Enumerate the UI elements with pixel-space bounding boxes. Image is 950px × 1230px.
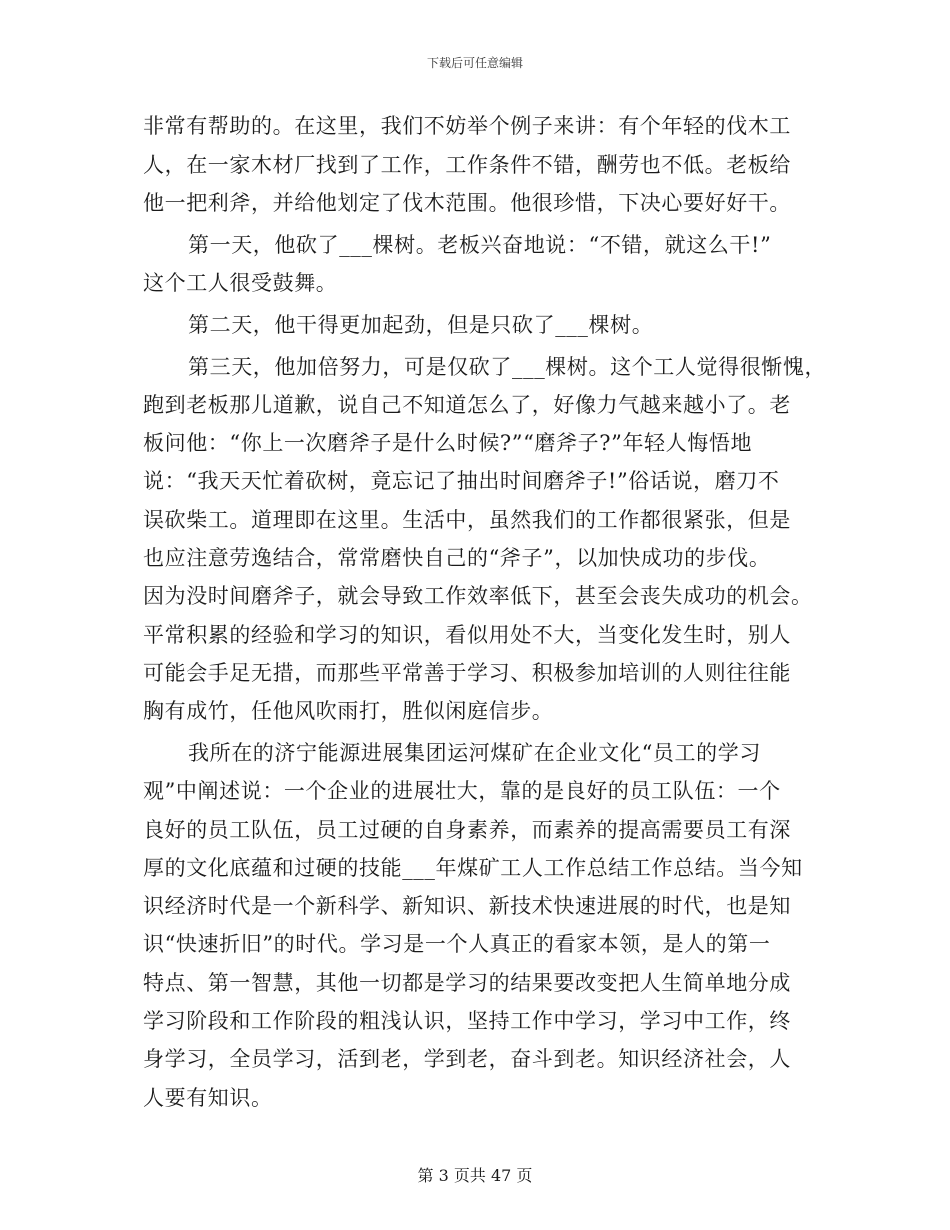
- text-line: 误砍柴工。道理即在这里。生活中，虽然我们的工作都很紧张，但是: [143, 508, 791, 532]
- text-line: 身学习，全员学习，活到老，学到老，奋斗到老。知识经济社会，人: [143, 1047, 791, 1071]
- text-line: 第三天，他加倍努力，可是仅砍了___棵树。这个工人觉得很惭愧，: [188, 355, 827, 379]
- text-line: 人，在一家木材厂找到了工作，工作条件不错，酬劳也不低。老板给: [143, 153, 791, 177]
- text-line: 人要有知识。: [143, 1086, 273, 1110]
- text-line: 说：“我天天忙着砍树，竟忘记了抽出时间磨斧子!”俗话说，磨刀不: [143, 469, 780, 493]
- text-line: 跑到老板那儿道歉，说自己不知道怎么了，好像力气越来越小了。老: [143, 393, 791, 417]
- text-line: 他一把利斧，并给他划定了伐木范围。他很珍惜，下决心要好好干。: [143, 191, 791, 215]
- text-line: 板问他：“你上一次磨斧子是什么时候?”“磨斧子?”年轻人悔悟地: [143, 431, 753, 455]
- text-line: 这个工人很受鼓舞。: [143, 271, 338, 295]
- text-line: 特点、第一智慧，其他一切都是学习的结果要改变把人生简单地分成: [143, 971, 791, 995]
- text-line: 非常有帮助的。在这里，我们不妨举个例子来讲：有个年轻的伐木工: [143, 114, 791, 138]
- text-line: 厚的文化底蕴和过硬的技能___年煤矿工人工作总结工作总结。当今知: [143, 856, 803, 880]
- text-line: 识经济时代是一个新科学、新知识、新技术快速进展的时代，也是知: [143, 894, 791, 918]
- text-line: 识“快速折旧”的时代。学习是一个人真正的看家本领，是人的第一: [143, 932, 771, 956]
- text-line: 良好的员工队伍，员工过硬的自身素养，而素养的提高需要员工有深: [143, 818, 791, 842]
- text-line: 因为没时间磨斧子，就会导致工作效率低下，甚至会丧失成功的机会。: [143, 584, 813, 608]
- text-line: 观”中阐述说：一个企业的进展壮大，靠的是良好的员工队伍：一个: [143, 779, 781, 803]
- text-line: 学习阶段和工作阶段的粗浅认识，坚持工作中学习，学习中工作，终: [143, 1009, 791, 1033]
- page-header: 下载后可任意编辑: [426, 56, 523, 70]
- text-line: 平常积累的经验和学习的知识，看似用处不大，当变化发生时，别人: [143, 623, 791, 647]
- text-line: 可能会手足无措，而那些平常善于学习、积极参加培训的人则往往能: [143, 661, 791, 685]
- text-line: 我所在的济宁能源进展集团运河煤矿在企业文化“员工的学习: [188, 741, 761, 765]
- text-line: 也应注意劳逸结合，常常磨快自己的“斧子”，以加快成功的步伐。: [143, 546, 771, 570]
- text-line: 第二天，他干得更加起劲，但是只砍了___棵树。: [188, 313, 654, 337]
- page-footer: 第 3 页共 47 页: [417, 1166, 533, 1185]
- text-line: 胸有成竹，任他风吹雨打，胜似闲庭信步。: [143, 699, 554, 723]
- text-line: 第一天，他砍了___棵树。老板兴奋地说：“不错，就这么干!”: [188, 233, 772, 257]
